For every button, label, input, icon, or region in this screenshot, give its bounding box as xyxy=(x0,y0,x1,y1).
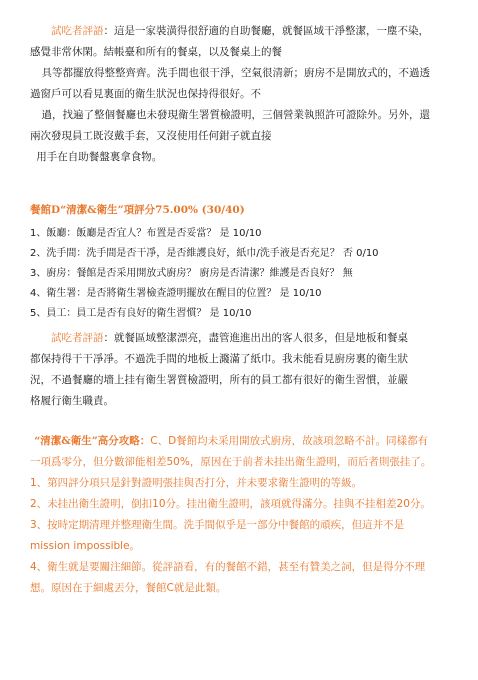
comment-line: 感覺非常休閑。結帳臺和所有的餐桌，以及餐桌上的餐 xyxy=(30,46,282,58)
comment-line: 兩次發現員工既沒戴手套，又沒使用任何鉗子就直接 xyxy=(30,130,272,142)
tip-item: mission impossible。 xyxy=(30,540,141,552)
checklist-item: 1、飯廳：飯廳是否宜人？布置是否妥當？ 是 10/10 xyxy=(30,228,262,239)
comment-line: 格履行衛生職責。 xyxy=(30,395,114,407)
comment-line: 況，不過餐廳的墻上挂有衛生署質檢證明，所有的員工都有很好的衛生習慣，並嚴 xyxy=(30,374,408,386)
section-2-restaurant-d xyxy=(30,200,454,221)
checklist-item: 3、廚房：餐館是否采用開放式廚房？ 廚房是否清潔？維護是否良好？ 無 xyxy=(30,268,353,279)
section-1-comment xyxy=(30,21,454,168)
section-heading: “清潔&衛生”高分攻略： xyxy=(34,435,151,447)
tip-item: 2、未挂出衛生證明，倒扣10分。挂出衛生證明，該項就得滿分。挂與不挂相差20分。 xyxy=(30,498,431,510)
comment-line: 試吃者評語：這是一家裝潢得很舒適的自助餐廳，就餐區域干淨整潔，一塵不染， xyxy=(51,25,429,37)
section-3-tips xyxy=(30,431,454,599)
comment-line: 過窗戶可以看見裏面的衛生狀況也保持得很好。不 xyxy=(30,88,261,100)
comment-line: 都保持得干干凈凈。不過洗手間的地板上濺滿了紙巾。我未能看見廚房裏的衛生狀 xyxy=(30,353,408,365)
checklist-item: 2、洗手間：洗手間是否干凈，是否維護良好，紙巾/洗手液是否充足？ 否 0/10 xyxy=(30,248,379,259)
comment-label: 試吃者評語 xyxy=(51,25,104,37)
tip-item: 1、第四評分項只是針對證明張挂與否打分，并未要求衛生證明的等級。 xyxy=(30,477,363,489)
tip-item: 4、衛生就是要關注細節。從評語看，有的餐館不錯，甚至有贊美之詞，但是得分不理 xyxy=(30,561,426,573)
section-heading: 餐館D“清潔&衛生”項評分75.00% (30/40) xyxy=(30,204,245,216)
tip-item: 想。原因在于細處丟分，餐館C就是此類。 xyxy=(30,582,227,594)
tip-item: 3、按時定期清理并整理衛生間。洗手間似乎是一部分中餐館的頑疾，但這并不是 xyxy=(30,519,405,531)
tips-intro: “清潔&衛生”高分攻略：C、D餐館均未采用開放式廚房，故該項忽略不計。同樣都有 xyxy=(34,435,429,447)
comment-line: 具等都擺放得整整齊齊。洗手間也很干淨，空氣很清新；廚房不是開放式的，不過透 xyxy=(41,67,431,79)
checklist-item: 5、員工：員工是否有良好的衛生習慣？ 是 10/10 xyxy=(30,308,252,319)
comment-line: 過，找遍了整個餐廳也未發現衛生署質檢證明，三個營業執照許可證除外。另外，還 xyxy=(41,109,431,121)
comment-line: 用手在自助餐盤裏拿食物。 xyxy=(36,151,163,163)
score-checklist xyxy=(30,224,454,324)
checklist-item: 4、衛生署：是否將衛生署檢查證明擺放在醒目的位置？ 是 10/10 xyxy=(30,288,322,299)
comment-line: 試吃者評語：就餐區域整潔漂亮，盡管進進出出的客人很多，但是地板和餐桌 xyxy=(51,332,408,344)
tips-intro-line: 一項爲零分，但分數卻能相差50%，原因在于前者未挂出衛生證明，而后者則張挂了。 xyxy=(30,456,432,468)
comment-label: 試吃者評語 xyxy=(51,332,104,344)
section-2-comment xyxy=(30,328,454,412)
